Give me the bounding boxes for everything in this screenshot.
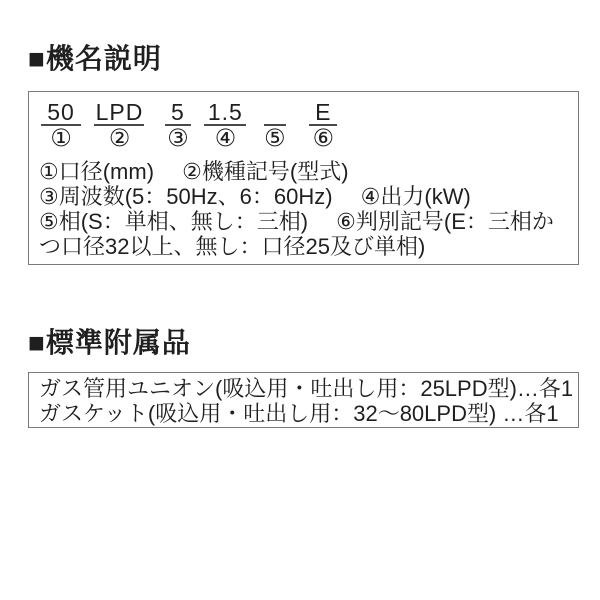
model-notes [29, 151, 578, 259]
model-segment-code: E [309, 100, 337, 126]
model-segment-code: 50 [41, 100, 81, 126]
model-segment-5 [264, 100, 286, 151]
section-heading-model-name: ■機名説明 [28, 43, 162, 74]
model-segment-number: ③ [167, 125, 189, 152]
model-segment-code: 1.5 [204, 100, 246, 126]
note-line: ③周波数(5：50Hz、6：60Hz) ④出力(kW) [39, 184, 471, 209]
note-line: ①口径(mm) ②機種記号(型式) [39, 159, 349, 184]
model-explanation-box [28, 91, 579, 265]
model-code-row [29, 92, 578, 151]
model-segment-3 [165, 100, 191, 151]
accessory-line: ガスケット(吸込用・吐出し用：32～80LPD型) …各1 [39, 401, 559, 426]
model-segment-number: ④ [214, 125, 237, 152]
model-segment-code [264, 100, 286, 126]
model-segment-2 [94, 100, 144, 151]
accessories-list [29, 373, 578, 426]
model-segment-6 [309, 100, 337, 151]
note-line: つ口径32以上、無し：口径25及び単相) [39, 234, 426, 259]
note-line: ⑤相(S：単相、無し：三相) ⑥判別記号(E：三相か [39, 209, 554, 234]
model-segment-code: 5 [165, 100, 191, 126]
model-segment-1 [41, 100, 81, 151]
model-segment-number: ① [50, 125, 72, 152]
section-heading-accessories: ■標準附属品 [28, 327, 191, 358]
model-segment-number: ⑥ [312, 125, 335, 152]
model-segment-code: LPD [95, 99, 144, 125]
model-segment-number: ② [108, 125, 131, 152]
accessories-box [28, 372, 579, 428]
model-segment-number: ⑤ [264, 125, 286, 152]
model-segment-4 [204, 100, 246, 151]
accessory-line: ガス管用ユニオン(吸込用・吐出し用：25LPD型)…各1 [39, 376, 574, 401]
